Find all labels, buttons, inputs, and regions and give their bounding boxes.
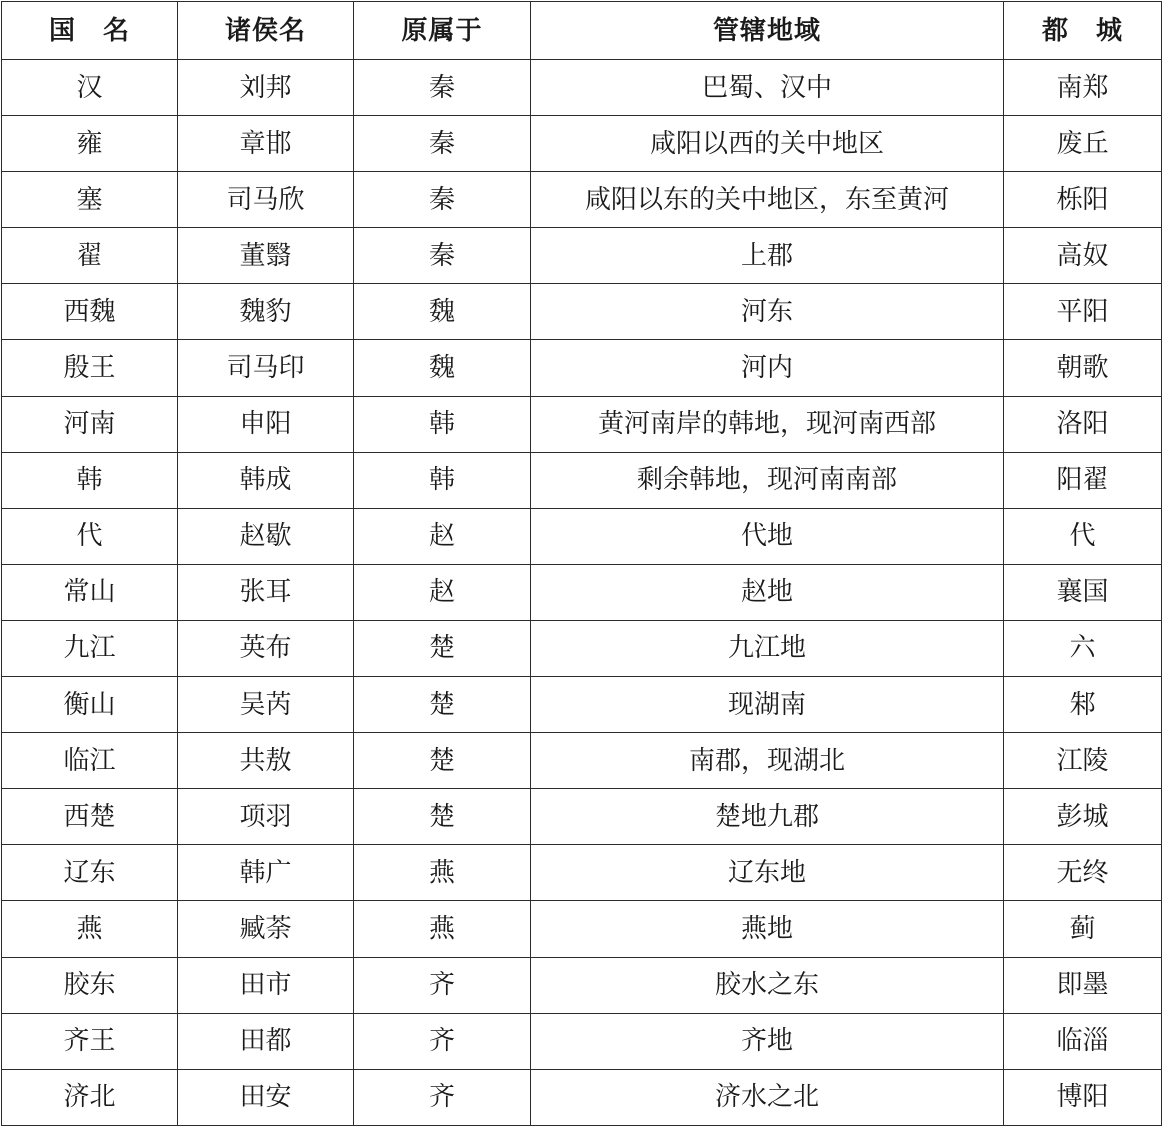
cell-state-name: 衡山 — [2, 677, 178, 733]
cell-state-name: 翟 — [2, 228, 178, 284]
cell-territory: 河东 — [531, 284, 1004, 340]
cell-lord-name: 田市 — [178, 957, 354, 1013]
cell-capital: 彭城 — [1004, 789, 1162, 845]
table-row — [2, 1013, 1162, 1069]
cell-lord-name: 英布 — [178, 620, 354, 676]
cell-lord-name: 刘邦 — [178, 60, 354, 116]
cell-capital: 无终 — [1004, 845, 1162, 901]
cell-lord-name: 章邯 — [178, 116, 354, 172]
cell-capital: 平阳 — [1004, 284, 1162, 340]
table-row — [2, 789, 1162, 845]
cell-territory: 巴蜀、汉中 — [531, 60, 1004, 116]
cell-lord-name: 申阳 — [178, 396, 354, 452]
header-territory: 管辖地域 — [531, 2, 1004, 60]
cell-territory: 九江地 — [531, 620, 1004, 676]
cell-lord-name: 吴芮 — [178, 677, 354, 733]
cell-lord-name: 田安 — [178, 1069, 354, 1125]
cell-state-name: 西魏 — [2, 284, 178, 340]
cell-lord-name: 张耳 — [178, 564, 354, 620]
cell-capital: 六 — [1004, 620, 1162, 676]
cell-state-name: 燕 — [2, 901, 178, 957]
cell-original-domain: 楚 — [354, 733, 531, 789]
cell-original-domain: 楚 — [354, 620, 531, 676]
cell-original-domain: 楚 — [354, 789, 531, 845]
cell-capital: 废丘 — [1004, 116, 1162, 172]
table-row — [2, 452, 1162, 508]
table-row — [2, 60, 1162, 116]
cell-capital: 南郑 — [1004, 60, 1162, 116]
cell-state-name: 塞 — [2, 172, 178, 228]
cell-territory: 代地 — [531, 508, 1004, 564]
cell-capital: 临淄 — [1004, 1013, 1162, 1069]
cell-territory: 咸阳以东的关中地区，东至黄河 — [531, 172, 1004, 228]
cell-original-domain: 赵 — [354, 564, 531, 620]
cell-territory: 赵地 — [531, 564, 1004, 620]
cell-original-domain: 秦 — [354, 172, 531, 228]
cell-territory: 现湖南 — [531, 677, 1004, 733]
cell-territory: 上郡 — [531, 228, 1004, 284]
cell-lord-name: 赵歇 — [178, 508, 354, 564]
table-row — [2, 564, 1162, 620]
cell-capital: 蓟 — [1004, 901, 1162, 957]
table-row — [2, 733, 1162, 789]
cell-capital: 栎阳 — [1004, 172, 1162, 228]
cell-capital: 朝歌 — [1004, 340, 1162, 396]
cell-lord-name: 魏豹 — [178, 284, 354, 340]
cell-state-name: 代 — [2, 508, 178, 564]
cell-territory: 辽东地 — [531, 845, 1004, 901]
cell-state-name: 殷王 — [2, 340, 178, 396]
cell-territory: 胶水之东 — [531, 957, 1004, 1013]
cell-original-domain: 齐 — [354, 1069, 531, 1125]
table-row — [2, 340, 1162, 396]
cell-territory: 燕地 — [531, 901, 1004, 957]
cell-original-domain: 韩 — [354, 452, 531, 508]
header-state-name: 国 名 — [2, 2, 178, 60]
cell-state-name: 韩 — [2, 452, 178, 508]
table-row — [2, 116, 1162, 172]
cell-original-domain: 赵 — [354, 508, 531, 564]
cell-state-name: 西楚 — [2, 789, 178, 845]
cell-capital: 洛阳 — [1004, 396, 1162, 452]
table-body — [2, 60, 1162, 1126]
cell-lord-name: 韩成 — [178, 452, 354, 508]
cell-capital: 邾 — [1004, 677, 1162, 733]
cell-state-name: 九江 — [2, 620, 178, 676]
cell-original-domain: 魏 — [354, 284, 531, 340]
table-row — [2, 620, 1162, 676]
cell-state-name: 雍 — [2, 116, 178, 172]
cell-territory: 济水之北 — [531, 1069, 1004, 1125]
table-row — [2, 677, 1162, 733]
cell-original-domain: 齐 — [354, 1013, 531, 1069]
table-header-row — [2, 2, 1162, 60]
cell-state-name: 辽东 — [2, 845, 178, 901]
table-row — [2, 228, 1162, 284]
cell-state-name: 济北 — [2, 1069, 178, 1125]
table-row — [2, 396, 1162, 452]
header-capital: 都 城 — [1004, 2, 1162, 60]
cell-territory: 剩余韩地，现河南南部 — [531, 452, 1004, 508]
cell-territory: 咸阳以西的关中地区 — [531, 116, 1004, 172]
cell-territory: 河内 — [531, 340, 1004, 396]
feudal-states-table-container — [1, 1, 1161, 1126]
cell-original-domain: 韩 — [354, 396, 531, 452]
cell-original-domain: 魏 — [354, 340, 531, 396]
table-row — [2, 845, 1162, 901]
cell-capital: 阳翟 — [1004, 452, 1162, 508]
cell-original-domain: 秦 — [354, 116, 531, 172]
cell-lord-name: 共敖 — [178, 733, 354, 789]
feudal-states-table — [1, 1, 1162, 1126]
cell-original-domain: 楚 — [354, 677, 531, 733]
cell-original-domain: 燕 — [354, 901, 531, 957]
cell-capital: 江陵 — [1004, 733, 1162, 789]
table-row — [2, 1069, 1162, 1125]
cell-state-name: 胶东 — [2, 957, 178, 1013]
table-row — [2, 901, 1162, 957]
cell-territory: 齐地 — [531, 1013, 1004, 1069]
cell-lord-name: 项羽 — [178, 789, 354, 845]
cell-capital: 高奴 — [1004, 228, 1162, 284]
cell-territory: 楚地九郡 — [531, 789, 1004, 845]
cell-territory: 南郡，现湖北 — [531, 733, 1004, 789]
cell-lord-name: 司马印 — [178, 340, 354, 396]
table-row — [2, 508, 1162, 564]
cell-state-name: 齐王 — [2, 1013, 178, 1069]
cell-state-name: 汉 — [2, 60, 178, 116]
cell-capital: 代 — [1004, 508, 1162, 564]
table-row — [2, 957, 1162, 1013]
cell-state-name: 河南 — [2, 396, 178, 452]
cell-lord-name: 臧荼 — [178, 901, 354, 957]
cell-capital: 襄国 — [1004, 564, 1162, 620]
cell-capital: 博阳 — [1004, 1069, 1162, 1125]
cell-state-name: 临江 — [2, 733, 178, 789]
cell-capital: 即墨 — [1004, 957, 1162, 1013]
header-lord-name: 诸侯名 — [178, 2, 354, 60]
cell-original-domain: 齐 — [354, 957, 531, 1013]
table-row — [2, 172, 1162, 228]
table-row — [2, 284, 1162, 340]
header-original-domain: 原属于 — [354, 2, 531, 60]
cell-original-domain: 秦 — [354, 60, 531, 116]
cell-lord-name: 董翳 — [178, 228, 354, 284]
cell-state-name: 常山 — [2, 564, 178, 620]
cell-lord-name: 韩广 — [178, 845, 354, 901]
cell-original-domain: 秦 — [354, 228, 531, 284]
cell-original-domain: 燕 — [354, 845, 531, 901]
cell-lord-name: 田都 — [178, 1013, 354, 1069]
cell-lord-name: 司马欣 — [178, 172, 354, 228]
cell-territory: 黄河南岸的韩地，现河南西部 — [531, 396, 1004, 452]
